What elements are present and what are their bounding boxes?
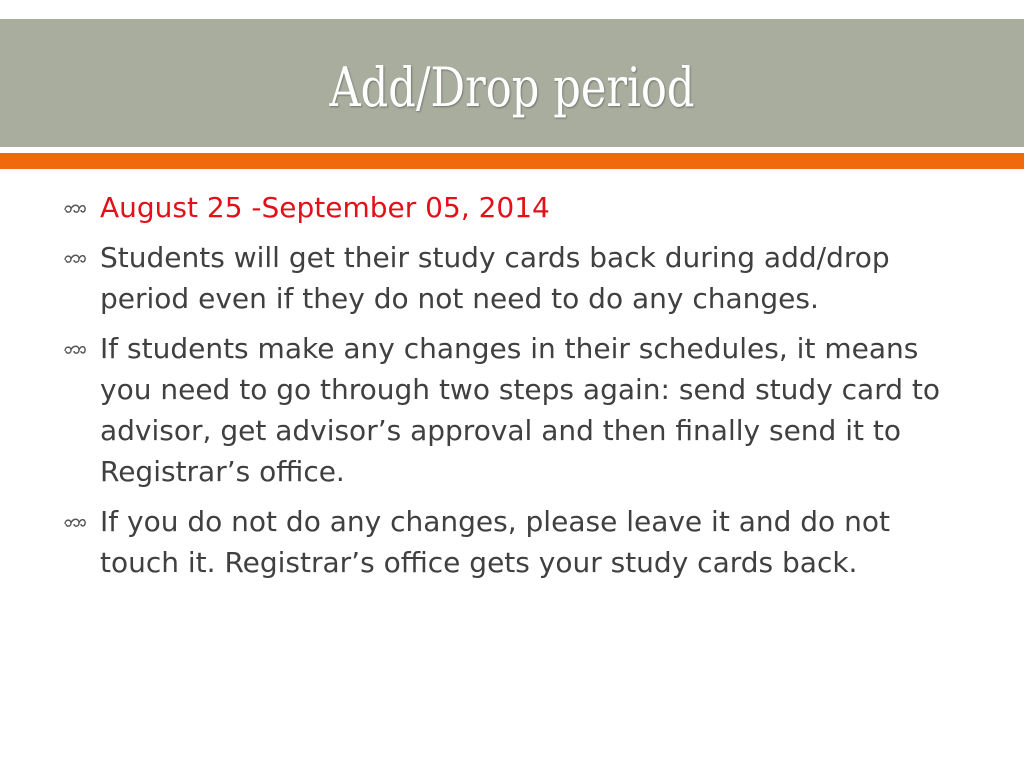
bullet-item <box>0 237 960 319</box>
bullet-list <box>0 187 1024 592</box>
bullet-item <box>0 501 960 583</box>
bullet-text: If you do not do any changes, please leave it and do not touch it. Registrar’s office gets your study cards back. <box>100 505 890 579</box>
bullet-item <box>0 187 960 228</box>
swirl-bullet-icon <box>62 505 88 535</box>
swirl-bullet-icon <box>62 191 88 221</box>
bullet-text: Students will get their study cards back during add/drop period even if they do not need to do any changes. <box>100 241 890 315</box>
swirl-bullet-icon <box>62 332 88 362</box>
bullet-text: If students make any changes in their schedules, it means you need to go through two steps again: send study card to advisor, get advisor’s approval and then finally send it to Registrar’s office. <box>100 332 941 488</box>
bullet-text: August 25 -September 05, 2014 <box>100 191 550 224</box>
slide-title: Add/Drop period <box>329 56 695 119</box>
bullet-item <box>0 328 960 492</box>
swirl-bullet-icon <box>62 241 88 271</box>
accent-band <box>0 153 1024 169</box>
